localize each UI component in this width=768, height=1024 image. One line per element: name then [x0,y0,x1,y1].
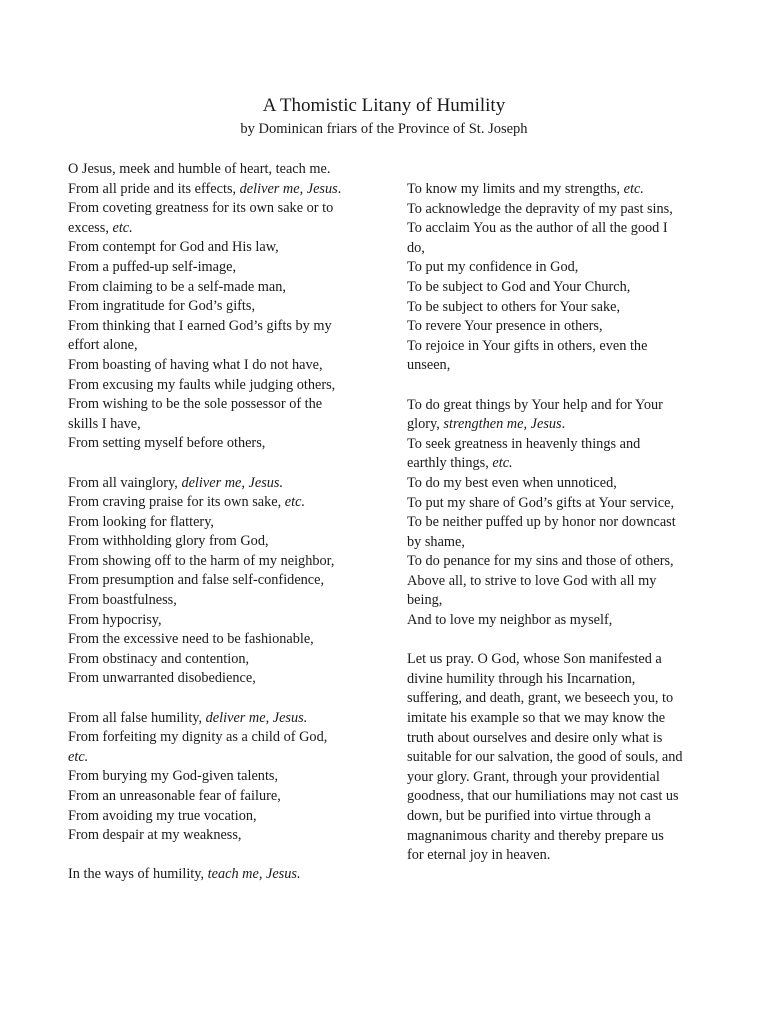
line-text: being, [407,592,443,609]
line-text: From despair at my weakness, [68,827,242,844]
litany-line [68,219,368,239]
litany-line [407,787,707,807]
litany-line [68,180,368,200]
line-text: do, [407,239,425,256]
litany-line [68,376,368,396]
stanza-break [68,689,368,709]
litany-line [407,258,707,278]
line-text: truth about ourselves and desire only what is [407,729,663,746]
litany-right-column [407,180,707,866]
litany-line [68,807,368,827]
line-text: From ingratitude for God’s gifts, [68,298,256,315]
litany-line [407,200,707,220]
litany-line [407,689,707,709]
litany-line [68,199,368,219]
litany-line [68,415,368,435]
litany-line [68,650,368,670]
line-text: From setting myself before others, [68,435,266,452]
stanza-break [68,846,368,866]
line-text: effort alone, [68,337,138,354]
line-text: your glory. Grant, through your providential [407,768,660,785]
litany-line [407,415,707,435]
line-text: magnanimous charity and thereby prepare us [407,827,664,844]
line-text: To revere Your presence in others, [407,318,603,335]
litany-line [68,258,368,278]
litany-line [407,219,707,239]
line-text: From coveting greatness for its own sake or to [68,200,334,217]
line-text: unseen, [407,357,451,374]
line-text: To acclaim You as the author of all the good I [407,220,668,237]
line-text: To do great things by Your help and for Your [407,396,663,413]
line-text: divine humility through his Incarnation, [407,670,636,687]
line-text: From all pride and its effects, [68,180,240,197]
litany-line [68,611,368,631]
line-response: etc. [492,455,513,472]
litany-line [68,317,368,337]
line-text: by shame, [407,533,465,550]
litany-line [68,356,368,376]
litany-line [407,474,707,494]
line-text: imitate his example so that we may know the [407,710,666,727]
line-text: To be neither puffed up by honor nor downcast [407,514,676,531]
litany-line [407,337,707,357]
line-text: suffering, and death, grant, we beseech you, to [407,690,674,707]
line-text: To put my confidence in God, [407,259,579,276]
line-response: deliver me, Jesus. [205,709,308,726]
line-text: To do penance for my sins and those of others, [407,553,674,570]
litany-line [407,396,707,416]
litany-line [68,532,368,552]
litany-line [407,591,707,611]
line-text: From forfeiting my dignity as a child of God, [68,729,328,746]
line-text: From a puffed-up self-image, [68,258,237,275]
line-text: Above all, to strive to love God with all my [407,572,657,589]
line-response: deliver me, Jesus. [181,474,284,491]
litany-line [407,317,707,337]
litany-line [407,729,707,749]
litany-line [407,748,707,768]
line-response: etc. [284,494,306,511]
litany-left-column [68,160,368,885]
litany-line [407,494,707,514]
line-text: glory, [407,416,444,433]
stanza-break [68,454,368,474]
litany-line [68,552,368,572]
line-response: strengthen me, Jesus [443,416,562,433]
litany-line [68,787,368,807]
litany-line [407,454,707,474]
litany-line [68,336,368,356]
line-text: From avoiding my true vocation, [68,807,257,824]
litany-line [407,298,707,318]
litany-line [407,807,707,827]
line-text: To do my best even when unnoticed, [407,474,617,491]
litany-line [407,572,707,592]
line-text: Let us pray. O God, whose Son manifested a [407,651,662,668]
litany-line [68,748,368,768]
line-text: From the excessive need to be fashionable, [68,631,314,648]
litany-line [68,669,368,689]
line-text: From all false humility, [68,709,206,726]
litany-line [68,493,368,513]
line-text: From presumption and false self-confidence, [68,572,325,589]
line-punctuation: . [561,416,566,433]
line-text: skills I have, [68,415,141,432]
stanza-break [407,631,707,651]
litany-line [68,630,368,650]
litany-line [407,768,707,788]
line-text: And to love my neighbor as myself, [407,612,613,629]
line-text: O Jesus, meek and humble of heart, teach me. [68,161,331,177]
line-text: From claiming to be a self-made man, [68,278,286,295]
litany-line [407,239,707,259]
litany-line [68,160,368,180]
line-text: From showing off to the harm of my neighbor, [68,552,335,569]
line-text: To acknowledge the depravity of my past sins, [407,200,673,217]
litany-line [407,709,707,729]
litany-line [407,180,707,200]
line-text: From boastfulness, [68,592,177,609]
line-text: suitable for our salvation, the good of souls, and [407,749,683,766]
line-text: To rejoice in Your gifts in others, even the [407,337,648,354]
litany-line [68,767,368,787]
litany-line [407,278,707,298]
litany-line [68,571,368,591]
line-text: excess, [68,219,113,236]
line-response: etc. [112,219,133,236]
stanza-break [407,376,707,396]
litany-line [68,474,368,494]
litany-line [407,513,707,533]
line-text: From looking for flattery, [68,513,214,530]
litany-line [68,709,368,729]
line-text: From withholding glory from God, [68,533,269,550]
line-text: From craving praise for its own sake, [68,494,285,511]
litany-line [407,827,707,847]
line-response: teach me, Jesus. [207,866,301,883]
litany-line [68,513,368,533]
line-text: From thinking that I earned God’s gifts by my [68,317,332,334]
line-response: etc. [623,181,644,197]
litany-line [68,395,368,415]
litany-line [68,434,368,454]
line-text: From obstinacy and contention, [68,650,250,667]
litany-line [407,611,707,631]
litany-line [407,552,707,572]
line-text: To be subject to others for Your sake, [407,298,621,315]
line-text: From contempt for God and His law, [68,239,279,256]
document-subtitle: by Dominican friars of the Province of St. Joseph [240,121,528,137]
line-response: deliver me, Jesus [239,180,338,197]
document-title: A Thomistic Litany of Humility [262,95,506,116]
litany-line [68,238,368,258]
line-punctuation: . [337,180,342,197]
line-text: To know my limits and my strengths, [407,181,624,197]
line-text: goodness, that our humiliations may not cast us [407,788,679,805]
litany-line [407,435,707,455]
line-text: From an unreasonable fear of failure, [68,788,281,804]
litany-line [68,591,368,611]
line-text: From hypocrisy, [68,611,162,628]
litany-line [68,826,368,846]
litany-line [68,865,368,885]
line-text: To put my share of God’s gifts at Your service, [407,494,675,511]
line-text: In the ways of humility, [68,866,208,883]
litany-line [407,650,707,670]
litany-line [68,728,368,748]
line-text: To seek greatness in heavenly things and [407,435,641,452]
line-text: earthly things, [407,455,493,472]
litany-line [407,533,707,553]
line-text: From unwarranted disobedience, [68,670,256,687]
line-response: etc. [68,748,89,765]
line-text: To be subject to God and Your Church, [407,278,631,295]
line-text: From all vainglory, [68,474,182,491]
litany-line [68,278,368,298]
line-text: From wishing to be the sole possessor of the [68,396,323,413]
litany-line [407,356,707,376]
line-text: From excusing my faults while judging others, [68,376,336,393]
litany-line [68,297,368,317]
litany-line [407,670,707,690]
line-text: From boasting of having what I do not have, [68,356,323,373]
line-text: From burying my God-given talents, [68,768,279,785]
litany-line [407,846,707,866]
line-text: for eternal joy in heaven. [407,847,551,864]
line-text: down, but be purified into virtue through a [407,808,651,824]
